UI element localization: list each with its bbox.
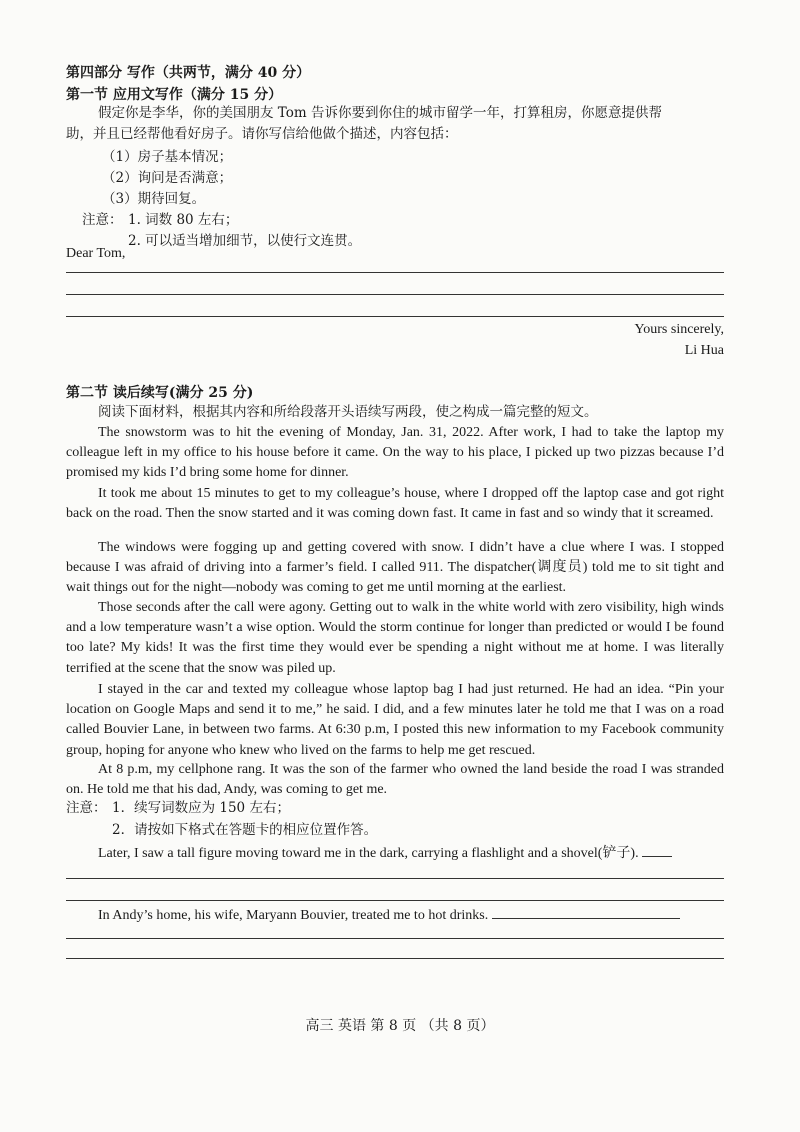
section1-prompt-line1: 假定你是李华，你的美国朋友 Tom 告诉你要到你住的城市留学一年，打算租房，你愿意提供帮	[98, 105, 662, 121]
answer-blank[interactable]	[642, 842, 672, 857]
answer-blank[interactable]	[492, 904, 680, 919]
section1-item-1: （1）房子基本情况；	[102, 149, 233, 165]
passage-paragraph: Those seconds after the call were agony. Getting out to walk in the white world with zero visibility, high winds and a low temperature wasn’t a wise option. Would the storm continue for longer than predicted or would I be found too late? My kids! It was the first time they would ever be spending a night without me at home. I was literally terrified at the scene that the snow was piled up.	[66, 600, 724, 676]
section2-instruction: 阅读下面材料，根据其内容和所给段落开头语续写两段，使之构成一篇完整的短文。	[98, 404, 598, 420]
continuation-opening-1-text: Later, I saw a tall figure moving toward me in the dark, carrying a flashlight and a shovel(铲子).	[98, 846, 639, 861]
passage-paragraph: I stayed in the car and texted my colleague whose laptop bag I had just returned. He had an idea. “Pin your location on Google Maps and send it to me,” he said. I did, and a few minutes later he told me that I was on a road called Bouvier Lane, in between two farms. At 6:30 p.m, I posted this new information to my Facebook community group, hoping for anyone who knew who lived on the farms to help me get rescued.	[66, 682, 724, 758]
passage-paragraph: It took me about 15 minutes to get to my colleague’s house, where I dropped off the laptop case and got right back on the road. Then the snow started and it was coming down fast. It came in fast and so windy that it screamed.	[66, 486, 724, 522]
passage-paragraph: The windows were fogging up and getting covered with snow. I didn’t have a clue where I was. I stopped because I was afraid of driving into a farmer’s field. I called 911. The dispatcher(调度员) told me to sit tight and wait things out for the night—nobody was coming to get me until morning at the earliest.	[66, 540, 724, 596]
section1-item-3: （3）期待回复。	[102, 191, 206, 207]
passage-paragraph: At 8 p.m, my cellphone rang. It was the son of the farmer who owned the land beside the road I was stranded on. He told me that his dad, Andy, was coming to get me.	[66, 762, 724, 798]
answer-line	[66, 900, 724, 901]
continuation-opening-2-text: In Andy’s home, his wife, Maryann Bouvier, treated me to hot drinks.	[98, 908, 489, 923]
section2-note-2: 2．请按如下格式在答题卡的相应位置作答。	[112, 822, 378, 838]
passage-paragraph: The snowstorm was to hit the evening of Monday, Jan. 31, 2022. After work, I had to take the laptop my colleague left in my office to his house before it came. On the way to his place, I picked up two pizzas because I’d promised my kids I’d bring some home for dinner.	[66, 425, 724, 481]
continuation-opening-2	[98, 904, 680, 926]
section1-title: 第一节 应用文写作（满分 15 分）	[66, 87, 283, 103]
part4-title: 第四部分 写作（共两节，满分 40 分）	[66, 65, 311, 81]
letter-greeting: Dear Tom,	[66, 246, 126, 261]
answer-line	[66, 272, 724, 273]
section2-notes-label: 注意：	[66, 800, 107, 816]
section2-title: 第二节 读后续写(满分 25 分)	[66, 385, 254, 401]
answer-line	[66, 316, 724, 317]
answer-line	[66, 878, 724, 879]
section2-note-1: 1．续写词数应为 150 左右；	[112, 800, 290, 816]
section1-note-2: 2. 可以适当增加细节，以使行文连贯。	[128, 233, 362, 249]
continuation-opening-1	[98, 842, 672, 864]
answer-line	[66, 938, 724, 939]
section1-prompt-line2: 助，并且已经帮他看好房子。请你写信给他做个描述，内容包括：	[66, 126, 458, 142]
section1-notes-label: 注意：	[82, 212, 123, 228]
answer-line	[66, 958, 724, 959]
section1-note-1: 1. 词数 80 左右；	[128, 212, 239, 228]
page-footer: 高三 英语 第 8 页 （共 8 页）	[305, 1018, 495, 1034]
letter-signature: Li Hua	[684, 343, 724, 358]
answer-line	[66, 294, 724, 295]
letter-closing: Yours sincerely,	[634, 322, 724, 337]
section1-item-2: （2）询问是否满意；	[102, 170, 233, 186]
